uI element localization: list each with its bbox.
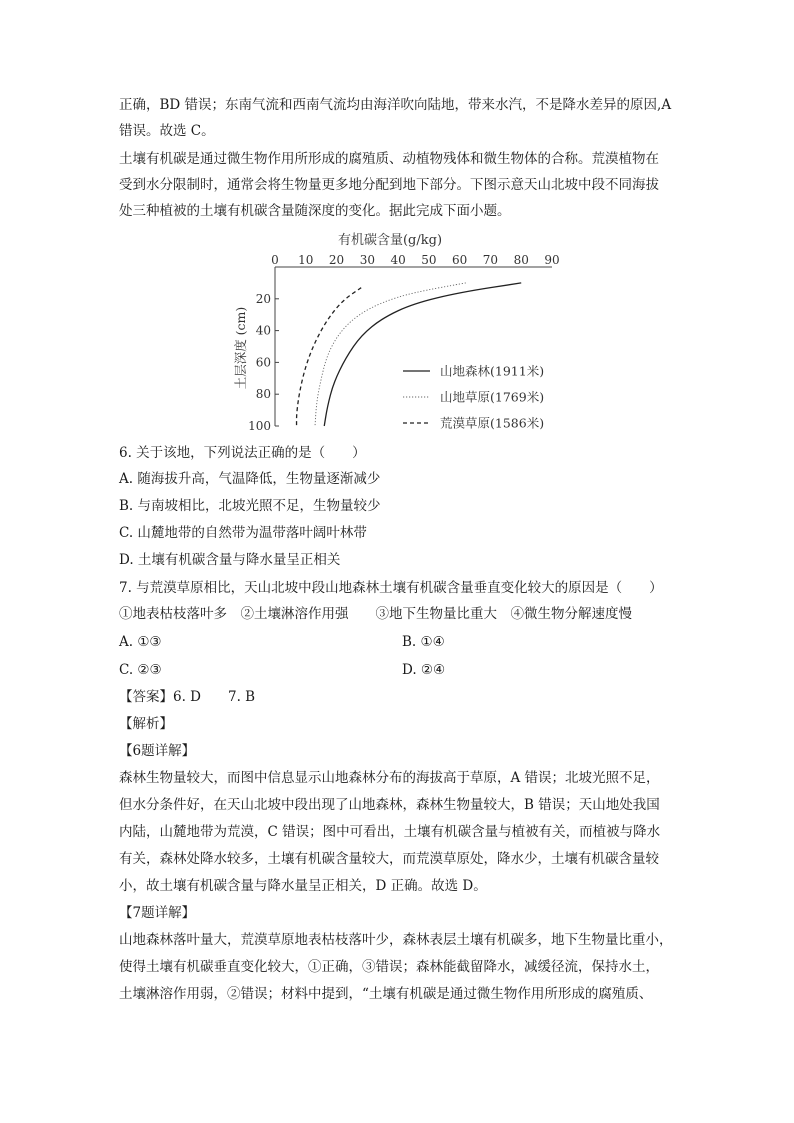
analysis-heading: 【解析】: [119, 716, 173, 732]
series-line-3: [297, 288, 362, 426]
q6-stem: 6. 关于该地，下列说法正确的是（ ）: [119, 445, 366, 461]
y-tick-label: 100: [248, 419, 271, 430]
intro-line-2: 错误。故选 C。: [119, 123, 215, 139]
q6-analysis-line-5: 小，故土壤有机碳含量与降水量呈正相关，D 正确。故选 D。: [119, 878, 487, 894]
series-line-1: [324, 283, 521, 426]
x-tick-label: 40: [390, 253, 406, 267]
q6-option-b: B. 与南坡相比，北坡光照不足，生物量较少: [119, 498, 381, 514]
x-tick-label: 70: [482, 253, 499, 267]
q6-analysis-line-1: 森林生物量较大，而图中信息显示山地森林分布的海拔高于草原，A 错误；北坡光照不足，: [119, 770, 660, 786]
q7-option-b: B. ①④: [402, 634, 445, 650]
q7-analysis-heading: 【7题详解】: [119, 905, 196, 921]
q7-option-d: D. ②④: [402, 662, 446, 678]
q7-analysis-line-2: 使得土壤有机碳垂直变化较大，①正确，③错误；森林能截留降水，减缓径流，保持水土，: [119, 959, 659, 975]
x-tick-label: 30: [359, 253, 375, 267]
answer-line: 【答案】6. D 7. B: [119, 689, 256, 705]
soil-carbon-chart: [225, 230, 585, 430]
legend-label-1: 山地森林(1911米): [440, 363, 545, 379]
legend-label-2: 山地草原(1769米): [440, 389, 545, 405]
q7-option-a: A. ①③: [119, 634, 162, 650]
q6-option-a: A. 随海拔升高，气温降低，生物量逐渐减少: [119, 471, 381, 487]
q6-option-d: D. 土壤有机碳含量与降水量呈正相关: [119, 552, 341, 568]
y-tick-label: 80: [255, 387, 271, 402]
q7-analysis-line-1: 山地森林落叶量大，荒漠草原地表枯枝落叶少，森林表层土壤有机碳多，地下生物量比重小，: [119, 932, 673, 948]
q7-stem: 7. 与荒漠草原相比，天山北坡中段山地森林土壤有机碳含量垂直变化较大的原因是（ ）: [119, 580, 663, 596]
q6-analysis-line-2: 但水分条件好，在天山北坡中段出现了山地森林，森林生物量较大，B 错误；天山地处我国: [119, 797, 660, 813]
series-line-2: [315, 283, 466, 426]
x-tick-label: 50: [421, 253, 437, 267]
y-tick-label: 40: [255, 323, 271, 338]
x-tick-label: 20: [328, 253, 345, 267]
intro-line-4: 受到水分限制时，通常会将生物量更多地分配到地下部分。下图示意天山北坡中段不同海拔: [119, 177, 659, 193]
y-tick-label: 60: [255, 355, 271, 370]
q6-analysis-line-4: 有关，森林处降水较多，土壤有机碳含量较大，而荒漠草原处，降水少，土壤有机碳含量较: [119, 851, 659, 867]
y-tick-label: 20: [255, 291, 271, 306]
x-tick-label: 10: [298, 253, 314, 267]
intro-line-3: 土壤有机碳是通过微生物作用所形成的腐殖质、动植物残体和微生物体的合称。荒漠植物在: [119, 151, 659, 167]
x-tick-label: 60: [452, 253, 468, 267]
q7-option-c: C. ②③: [119, 662, 162, 678]
chart-title: 有机碳含量(g/kg): [337, 233, 443, 248]
y-axis-label: 土层深度 (cm): [233, 306, 248, 390]
q6-analysis-line-3: 内陆，山麓地带为荒漠，C 错误；图中可看出，土壤有机碳含量与植被有关，而植被与降水: [119, 824, 661, 840]
q7-items: ①地表枯枝落叶多 ②土壤淋溶作用强 ③地下生物量比重大 ④微生物分解速度慢: [119, 606, 632, 622]
x-tick-label: 90: [544, 253, 560, 267]
intro-line-5: 处三种植被的土壤有机碳含量随深度的变化。据此完成下面小题。: [119, 203, 511, 219]
x-tick-label: 0: [271, 253, 279, 267]
legend-label-3: 荒漠草原(1586米): [440, 415, 545, 430]
intro-line-1: 正确，BD 错误；东南气流和西南气流均由海洋吹向陆地，带来水汽，不是降水差异的原因,A: [119, 97, 672, 113]
q6-option-c: C. 山麓地带的自然带为温带落叶阔叶林带: [119, 525, 367, 541]
q7-analysis-line-3: 土壤淋溶作用弱，②错误；材料中提到，“土壤有机碳是通过微生物作用所形成的腐殖质、: [119, 986, 653, 1002]
q6-analysis-heading: 【6题详解】: [119, 743, 196, 759]
x-tick-label: 80: [513, 253, 529, 267]
